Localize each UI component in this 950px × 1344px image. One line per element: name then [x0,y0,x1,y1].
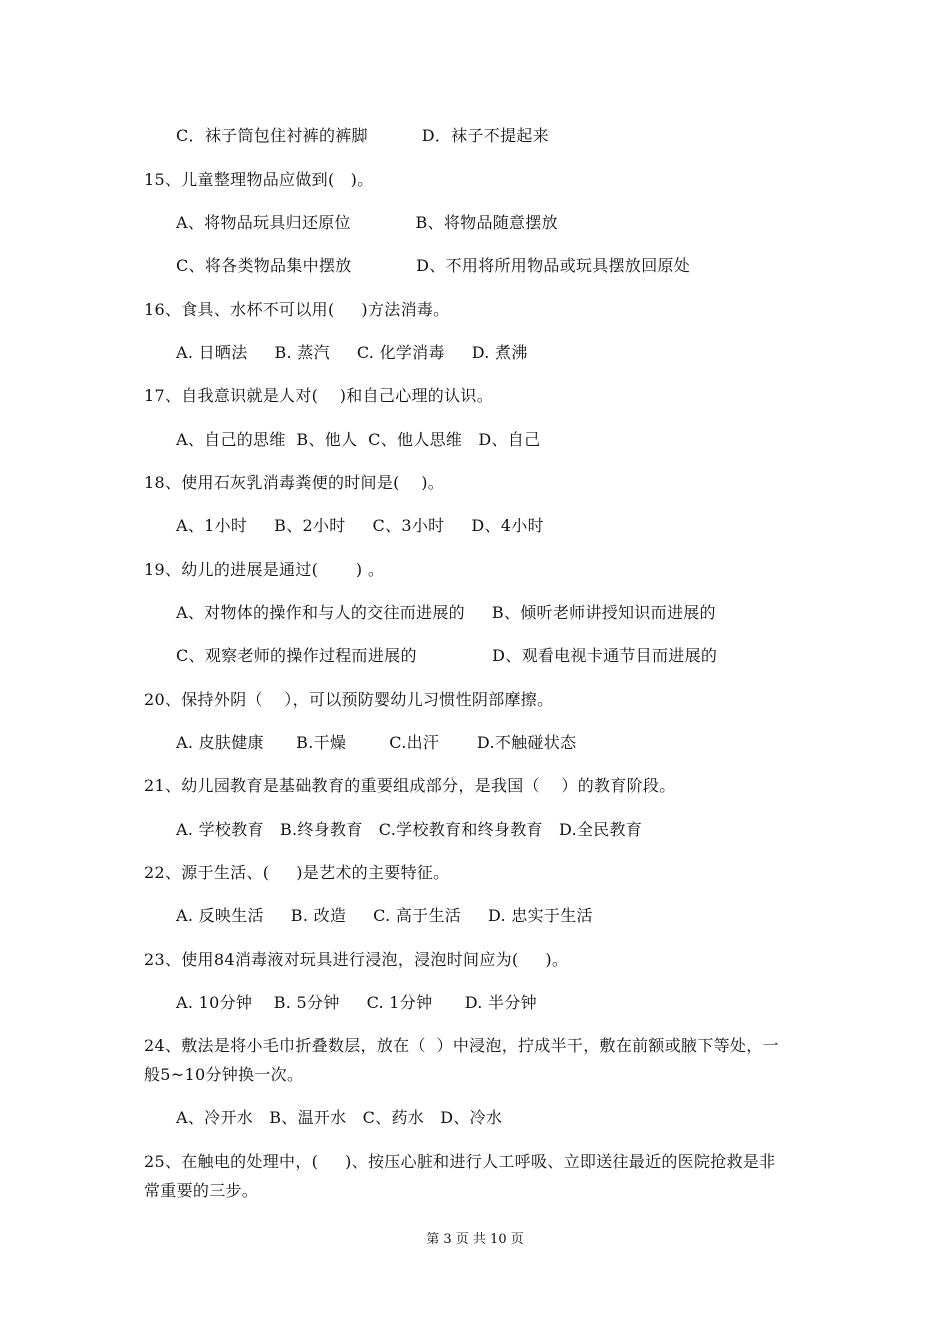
question-22: 22、源于生活、( )是艺术的主要特征。 [144,863,450,882]
option-line-15ab: A、将物品玩具归还原位 B、将物品随意摆放 [176,213,558,232]
option-line-19cd: C、观察老师的操作过程而进展的 D、观看电视卡通节目而进展的 [176,646,718,665]
option-line-24: A、冷开水 B、温开水 C、药水 D、冷水 [176,1108,503,1127]
question-19: 19、幼儿的进展是通过( ) 。 [144,560,385,579]
option-line-19ab: A、对物体的操作和与人的交往而进展的 B、倾听老师讲授知识而进展的 [176,603,716,622]
question-16: 16、食具、水杯不可以用( )方法消毒。 [144,300,450,319]
option-line-21: A. 学校教育 B.终身教育 C.学校教育和终身教育 D.全民教育 [176,820,643,839]
question-21: 21、幼儿园教育是基础教育的重要组成部分，是我国（ ）的教育阶段。 [144,776,676,795]
question-25: 25、在触电的处理中，( )、按压心脏和进行人工呼吸、立即送往最近的医院抢救是非 [144,1152,776,1171]
option-line-23: A. 10分钟 B. 5分钟 C. 1分钟 D. 半分钟 [176,993,537,1012]
option-line-17: A、自己的思维 B、他人 C、他人思维 D、自己 [176,430,541,449]
question-17: 17、自我意识就是人对( )和自己心理的认识。 [144,386,493,405]
question-23: 23、使用84消毒液对玩具进行浸泡，浸泡时间应为( )。 [144,950,569,969]
page-footer: 第 3 页 共 10 页 [426,1232,524,1247]
question-20: 20、保持外阴（ ），可以预防婴幼儿习惯性阴部摩擦。 [144,690,554,709]
option-line-18: A、1小时 B、2小时 C、3小时 D、4小时 [176,516,544,535]
option-line-20: A. 皮肤健康 B.干燥 C.出汗 D.不触碰状态 [176,733,577,752]
option-line-c14: C．袜子筒包住衬裤的裤脚 D．袜子不提起来 [176,126,549,145]
question-18: 18、使用石灰乳消毒粪便的时间是( )。 [144,473,445,492]
question-15: 15、儿童整理物品应做到( )。 [144,170,374,189]
option-line-22: A. 反映生活 B. 改造 C. 高于生活 D. 忠实于生活 [176,906,593,925]
option-line-16: A. 日晒法 B. 蒸汽 C. 化学消毒 D. 煮沸 [176,343,528,362]
question-24: 24、敷法是将小毛巾折叠数层，放在（ ）中浸泡，拧成半干，敷在前额或腋下等处，一 [144,1036,779,1055]
question-24-continued: 般5~10分钟换一次。 [144,1065,304,1084]
question-25-continued: 常重要的三步。 [144,1181,259,1200]
option-line-15cd: C、将各类物品集中摆放 D、不用将所用物品或玩具摆放回原处 [176,256,691,275]
